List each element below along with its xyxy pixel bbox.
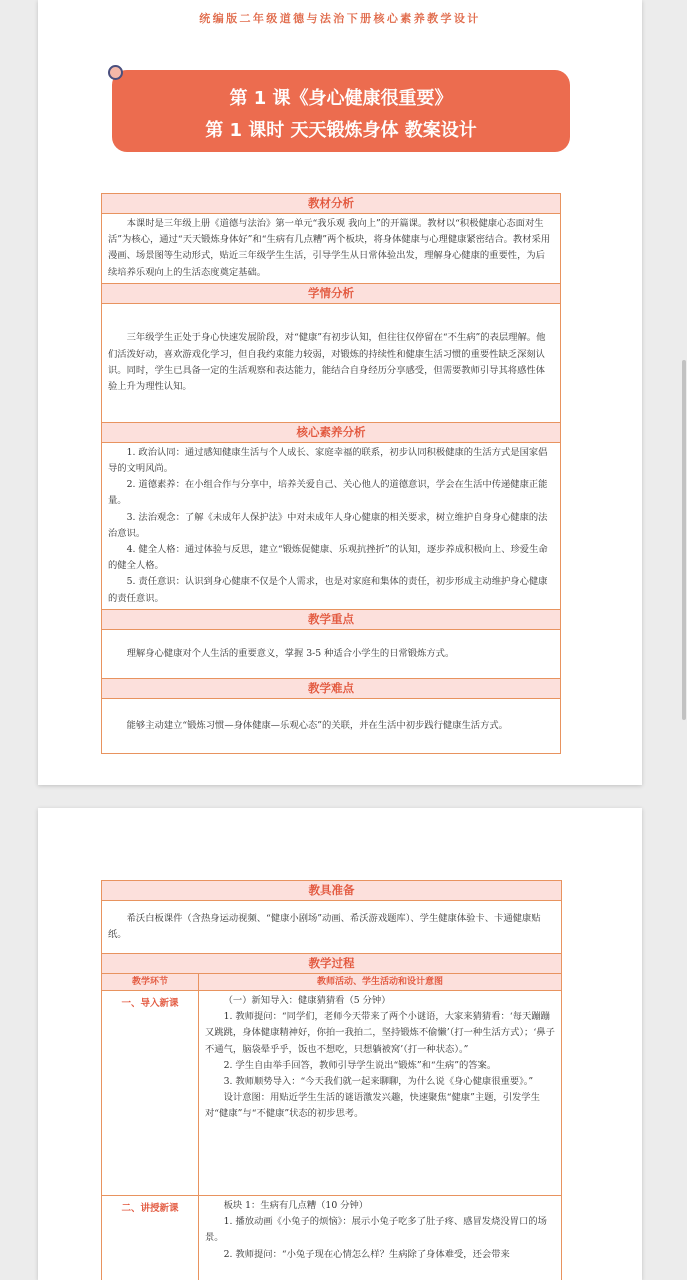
section-title-literacy: 核心素养分析: [102, 422, 561, 442]
section-title-analysis: 教材分析: [102, 194, 561, 214]
column-header-stage: 教学环节: [102, 974, 199, 991]
literacy-item: 3. 法治观念：了解《未成年人保护法》中对未成年人身心健康的相关要求，树立维护自身身心健康的法治意识。: [108, 511, 548, 539]
literacy-item: 2. 道德素养：在小组合作与分享中，培养关爱自己、关心他人的道德意识，学会在生活中传递健康正能量。: [108, 479, 548, 507]
literacy-item: 5. 责任意识：认识到身心健康不仅是个人需求，也是对家庭和集体的责任，初步形成主动维护身心健康的责任意识。: [108, 576, 548, 604]
section-body-learners: 三年级学生正处于身心快速发展阶段，对“健康”有初步认知，但往往仅停留在“不生病”的表层理解。他们活泼好动，喜欢游戏化学习，但自我约束能力较弱，对锻炼的持续性和健康生活习惯的重要性缺乏深刻认识。同时，学生已具备一定的生活观察和表达能力，能结合自身经历分享感受，但需要教师引导其将感性体验上升为理性认知。: [102, 303, 561, 422]
literacy-item: 1. 政治认同：通过感知健康生活与个人成长、家庭幸福的联系，初步认同积极健康的生活方式是国家倡导的文明风尚。: [108, 446, 548, 475]
lesson-subtitle: 第 1 课时 天天锻炼身体 教案设计: [205, 120, 477, 141]
section-body-difficult: 能够主动建立“锻炼习惯—身体健康—乐观心态”的关联，并在生活中初步践行健康生活方式。: [102, 698, 561, 753]
page-header: 统编版二年级道德与法治下册核心素养教学设计: [199, 12, 481, 25]
lesson-process-table: [101, 880, 562, 1280]
stage-name-teach: 二、讲授新课: [102, 1196, 199, 1280]
section-title-learners: 学情分析: [102, 283, 561, 303]
stage-content-teach: 板块 1：生病有几点糟（10 分钟） 1. 播放动画《小兔子的烦恼》：展示小兔子吃多了肚子疼、感冒发烧没胃口的场景。 2. 教师提问：“小兔子现在心情怎么样？生病除了身体难受，还会带来: [199, 1196, 562, 1280]
literacy-item: 4. 健全人格：通过体验与反思，建立“锻炼促健康、乐观抗挫折”的认知，逐步养成积极向上、珍爱生命的健全人格。: [108, 544, 548, 572]
section-body-key: 理解身心健康对个人生活的重要意义，掌握 3-5 种适合小学生的日常锻炼方式。: [102, 629, 561, 678]
section-body-literacy: [102, 442, 561, 609]
stage-name-intro: 一、导入新课: [102, 991, 199, 1196]
document-page-2: [38, 808, 642, 1280]
lesson-plan-table: [101, 193, 561, 754]
lesson-title: 第 1 课《身心健康很重要》: [229, 88, 453, 109]
lesson-title-banner: [112, 70, 570, 152]
column-header-activity: 教师活动、学生活动和设计意图: [199, 974, 562, 991]
section-title-difficult: 教学难点: [102, 678, 561, 698]
stage-content-intro: （一）新知导入：健康猜猜看（5 分钟） 1. 教师提问：“同学们，老师今天带来了两个小谜语，大家来猜猜看：‘每天蹦蹦又跳跳，身体健康精神好，你拍一我拍二，坚持锻炼不偷懒’（打一种生活方式）；‘鼻子不通气，脑袋晕乎乎，饭也不想吃，只想躺被窝’（打一种状态）。” 2. 学生自由举手回答，教师引导学生说出“锻炼”和“生病”的答案。 3. 教师顺势导入：“今天我们就一起来聊聊，为什么说《身心健康很重要》。” 设计意图：用贴近学生生活的谜语激发兴趣，快速聚焦“健康”主题，引发学生对“健康”与“不健康”状态的初步思考。: [199, 991, 562, 1196]
vertical-scrollbar[interactable]: [682, 360, 686, 720]
section-title-prep: 教具准备: [102, 881, 562, 901]
section-title-process: 教学过程: [102, 954, 562, 974]
section-body-analysis: 本课时是三年级上册《道德与法治》第一单元“我乐观 我向上”的开篇课。教材以“积极健康心态面对生活”为核心，通过“天天锻炼身体好”和“生病有几点糟”两个板块，将身体健康与心理健康紧密结合。教材采用漫画、场景图等生动形式，贴近三年级学生生活，引导学生从日常体验出发，理解身心健康的重要性，为后续培养乐观向上的生活态度奠定基础。: [102, 214, 561, 284]
document-page-1: [38, 0, 642, 785]
banner-dot-icon: [108, 65, 123, 80]
section-title-key: 教学重点: [102, 609, 561, 629]
section-body-prep: 希沃白板课件（含热身运动视频、“健康小剧场”动画、希沃游戏题库）、学生健康体验卡、卡通健康贴纸。: [102, 901, 562, 954]
